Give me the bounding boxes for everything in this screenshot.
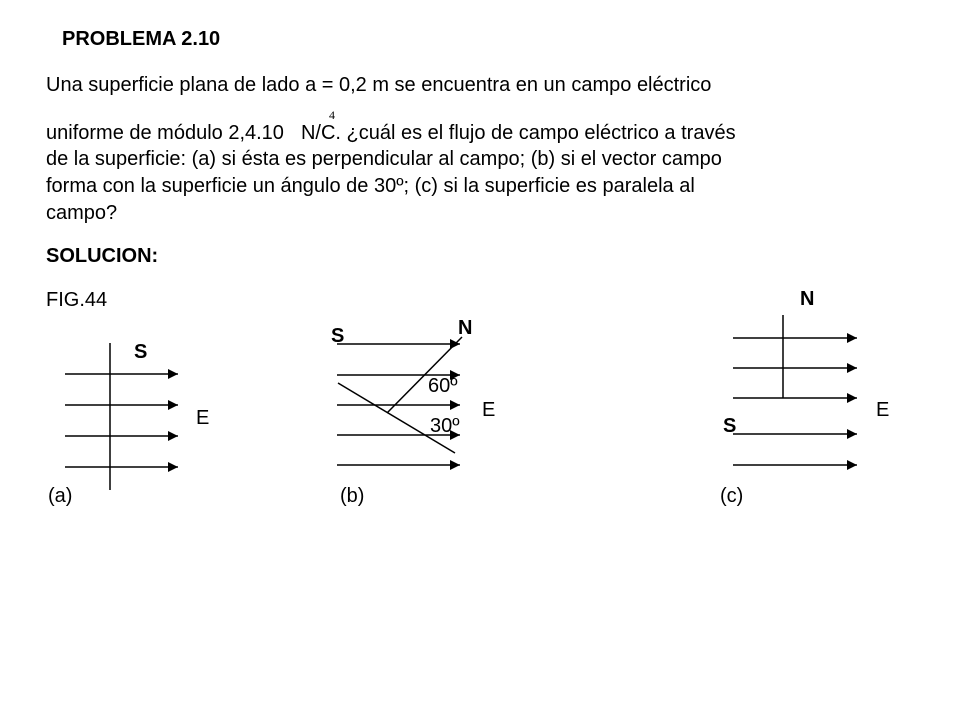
caption-c: (c) — [720, 485, 744, 507]
angle-surface-b: 30º — [430, 415, 460, 437]
statement-line-4: forma con la superficie un ángulo de 30º; (c) si la superficie es paralela al — [46, 175, 695, 197]
statement-line-5: campo? — [46, 202, 118, 224]
figure-a — [48, 341, 209, 507]
statement-line-3: de la superficie: (a) si ésta es perpendicular al campo; (b) si el vector campo — [46, 148, 722, 170]
statement-line-2-start: uniforme de módulo 2,4.10 — [46, 122, 284, 144]
solution-heading: SOLUCION: — [46, 245, 159, 267]
figure-label: FIG.44 — [46, 289, 108, 311]
surface-label-a: S — [134, 341, 148, 363]
normal-label-b: N — [458, 317, 473, 339]
figure-c — [720, 288, 889, 507]
field-label-b: E — [482, 399, 496, 421]
problem-title: PROBLEMA 2.10 — [62, 28, 221, 50]
surface-label-c: S — [723, 415, 737, 437]
field-label-a: E — [196, 407, 210, 429]
caption-a: (a) — [48, 485, 73, 507]
field-label-c: E — [876, 399, 890, 421]
caption-b: (b) — [340, 485, 365, 507]
surface-label-b: S — [331, 325, 345, 347]
statement-line-1: Una superficie plana de lado a = 0,2 m se encuentra en un campo eléctrico — [46, 74, 712, 96]
normal-label-c: N — [800, 288, 815, 310]
figure-b — [331, 317, 495, 507]
exponent: 4 — [329, 108, 335, 122]
statement-line-2-end: N/C. ¿cuál es el flujo de campo eléctrico a través — [300, 122, 736, 144]
angle-normal-b: 60º — [428, 375, 458, 397]
